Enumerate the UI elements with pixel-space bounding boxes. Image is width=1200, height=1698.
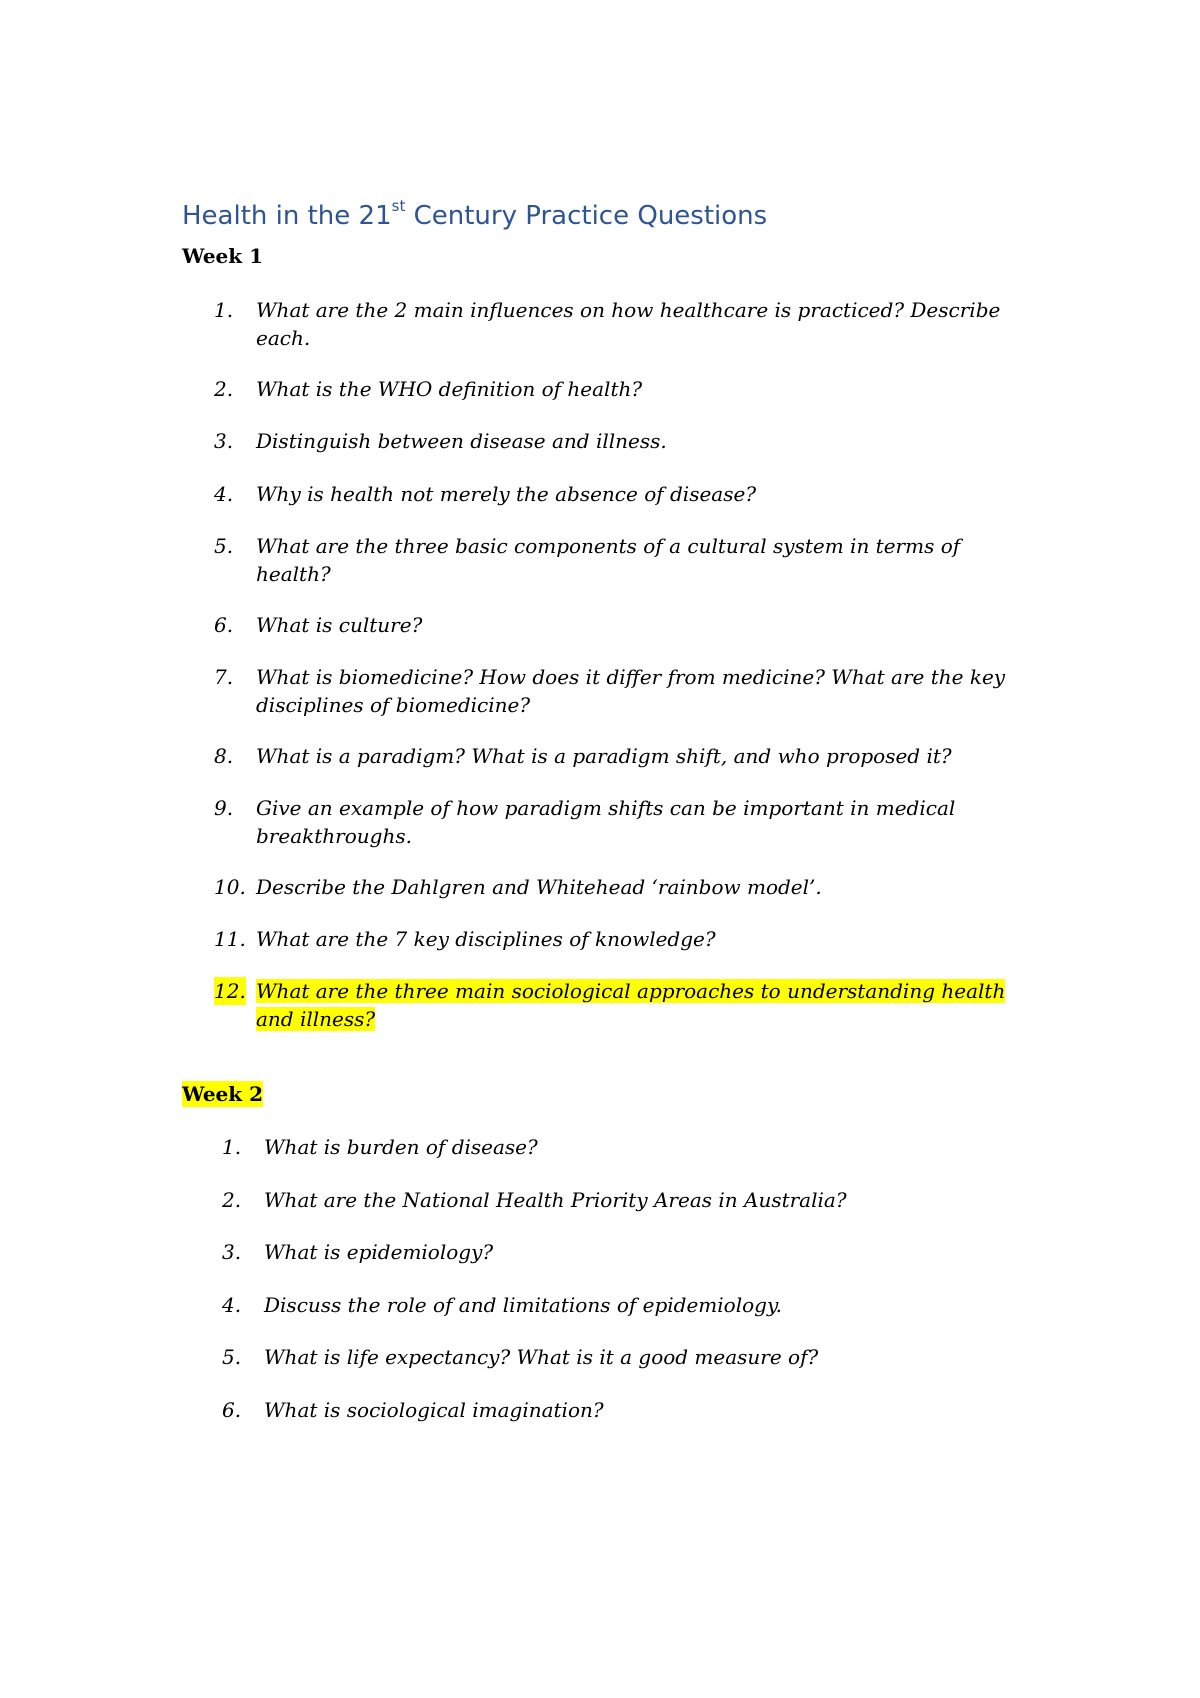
question-text [264, 1343, 818, 1371]
title-superscript: st [391, 197, 406, 215]
question-text [256, 427, 667, 455]
question-text-line: What is life expectancy? What is it a good measure of? [264, 1345, 819, 1369]
question-number: 10. [214, 875, 246, 899]
question-number: 5. [214, 534, 234, 558]
question-text [256, 296, 1000, 352]
question-number: 3. [222, 1240, 242, 1264]
week-1-heading: Week 1 [182, 244, 264, 268]
question-text-line: What are the 7 key disciplines of knowledge? [256, 927, 716, 951]
question-text-line: Why is health not merely the absence of disease? [256, 482, 757, 506]
question-number: 2. [214, 377, 234, 401]
question-text [256, 375, 642, 403]
question-number: 7. [214, 665, 234, 689]
question-text-line: Give an example of how paradigm shifts can be important in medical [256, 796, 956, 820]
question-text-line: What is culture? [256, 613, 423, 637]
question-text-line: health? [256, 562, 331, 586]
highlighted-text: and illness? [256, 1007, 376, 1031]
question-text [256, 742, 952, 770]
question-text-line: What is a paradigm? What is a paradigm shift, and who proposed it? [256, 744, 952, 768]
question-text-line: What is biomedicine? How does it differ from medicine? What are the key [256, 665, 1006, 689]
document-title [182, 196, 767, 236]
question-number: 9. [214, 796, 234, 820]
question-text-line: Distinguish between disease and illness. [256, 429, 667, 453]
question-text-line: What are the three basic components of a cultural system in terms of [256, 534, 961, 558]
question-text [256, 480, 756, 508]
question-number: 6. [214, 613, 234, 637]
question-text-line: each. [256, 326, 311, 350]
question-text-line: What are the National Health Priority Areas in Australia? [264, 1188, 847, 1212]
question-text-line: Describe the Dahlgren and Whitehead ‘rainbow model’. [256, 875, 822, 899]
question-text-line: Discuss the role of and limitations of epidemiology. [264, 1293, 782, 1317]
question-text [264, 1133, 538, 1161]
question-number: 4. [222, 1293, 242, 1317]
question-text [264, 1396, 604, 1424]
title-main: Health in the 21 [182, 201, 392, 231]
question-text-line [256, 1005, 1005, 1033]
question-number: 8. [214, 744, 234, 768]
question-number: 2. [222, 1188, 242, 1212]
highlighted-text: What are the three main sociological approaches to understanding health [256, 979, 1006, 1003]
question-text [256, 663, 1005, 719]
question-number: 12. [214, 979, 246, 1003]
week-2-heading: Week 2 [182, 1082, 264, 1106]
question-text [264, 1291, 782, 1319]
question-number: 1. [222, 1135, 242, 1159]
question-text [256, 873, 822, 901]
question-number: 1. [214, 298, 234, 322]
question-number: 6. [222, 1398, 242, 1422]
question-text [256, 794, 955, 850]
question-number: 5. [222, 1345, 242, 1369]
question-text [256, 532, 960, 588]
question-number: 4. [214, 482, 234, 506]
question-text-line: breakthroughs. [256, 824, 412, 848]
title-rest: Century Practice Questions [405, 201, 768, 231]
question-text-line: What is epidemiology? [264, 1240, 494, 1264]
question-text-line: What is the WHO definition of health? [256, 377, 643, 401]
question-text-line: disciplines of biomedicine? [256, 693, 531, 717]
question-text [264, 1186, 847, 1214]
question-text [256, 925, 716, 953]
question-text [264, 1238, 493, 1266]
question-number: 11. [214, 927, 246, 951]
question-text [256, 977, 1005, 1033]
question-text-line [256, 977, 1005, 1005]
question-text-line: What is burden of disease? [264, 1135, 538, 1159]
question-text [256, 611, 422, 639]
question-number: 3. [214, 429, 234, 453]
question-text-line: What is sociological imagination? [264, 1398, 604, 1422]
question-text-line: What are the 2 main influences on how healthcare is practiced? Describe [256, 298, 1001, 322]
